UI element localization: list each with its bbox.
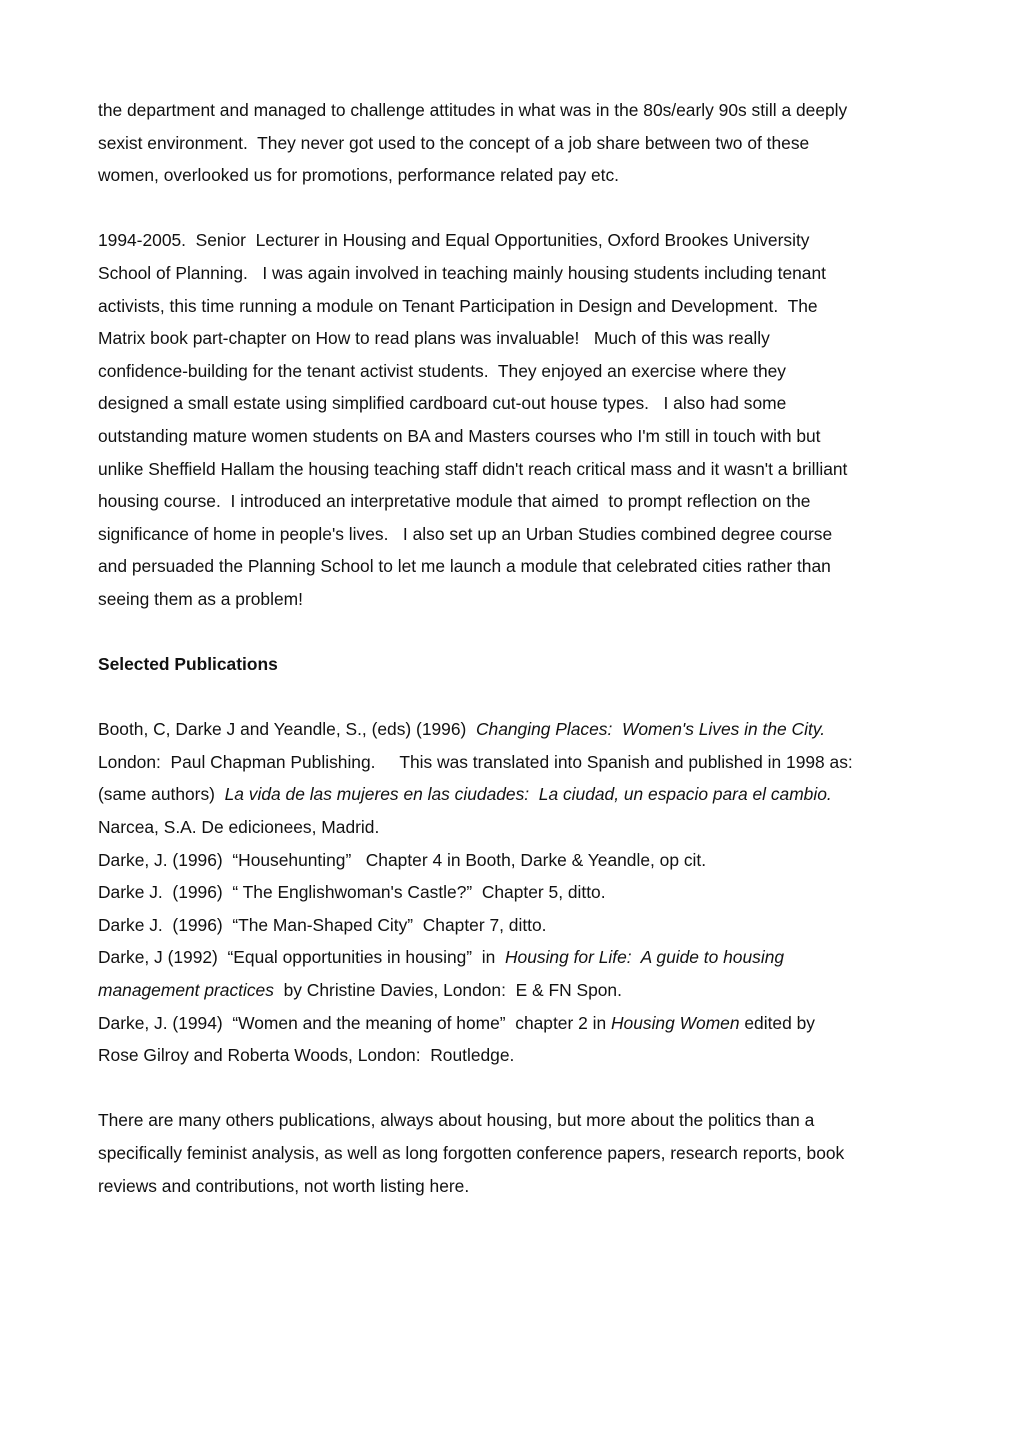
publication-man-shaped-city: Darke J. (1996) “The Man-Shaped City” Chapter 7, ditto. xyxy=(98,914,547,935)
paragraph-line: the department and managed to challenge attitudes in what was in the 80s/early 90s still a deeply xyxy=(98,100,848,120)
publication-title: Housing for Life: A guide to housing xyxy=(504,947,785,968)
spacer xyxy=(98,1072,938,1105)
publications-list xyxy=(98,713,938,1072)
paragraph-line: sexist environment. They never got used to the concept of a job share between two of these xyxy=(98,132,810,153)
paragraph-line: Matrix book part-chapter on How to read plans was invaluable! Much of this was really xyxy=(98,328,770,349)
paragraph-line: designed a small estate using simplified cardboard cut-out house types. I also had some xyxy=(98,393,787,414)
publication-authors: Booth, C, Darke J and Yeandle, S., (eds) (1996) xyxy=(98,719,476,740)
publication-booth-line-2: London: Paul Chapman Publishing. This was translated into Spanish and published in 1998 as: xyxy=(98,751,853,772)
publication-equal-opportunities-line-1 xyxy=(98,941,938,974)
paragraph-line: and persuaded the Planning School to let me launch a module that celebrated cities rather than xyxy=(98,556,831,577)
publication-meaning-of-home-line-2: Rose Gilroy and Roberta Woods, London: Routledge. xyxy=(98,1045,515,1066)
publication-title: management practices xyxy=(98,980,274,1001)
spacer xyxy=(98,616,938,649)
spacer xyxy=(98,681,938,714)
paragraph-line: housing course. I introduced an interpretative module that aimed to prompt reflection on the xyxy=(98,491,811,512)
paragraph-line: unlike Sheffield Hallam the housing teaching staff didn't reach critical mass and it wasn't a brilliant xyxy=(98,458,848,479)
publication-booth-line-3 xyxy=(98,778,938,811)
publication-authors: Darke, J. (1994) “Women and the meaning of home” chapter 2 in xyxy=(98,1012,611,1033)
paragraph-line: significance of home in people's lives. I also set up an Urban Studies combined degree course xyxy=(98,523,833,544)
document-page xyxy=(98,94,938,1202)
publication-title: Changing Places: Women's Lives in the City. xyxy=(475,719,826,740)
paragraph-line: There are many others publications, always about housing, but more about the politics than a xyxy=(98,1110,815,1131)
publication-househunting: Darke, J. (1996) “Househunting” Chapter 4 in Booth, Darke & Yeandle, op cit. xyxy=(98,849,707,870)
brookes-paragraph xyxy=(98,224,938,615)
publication-authors: Darke, J (1992) “Equal opportunities in housing” in xyxy=(98,947,505,968)
publication-title: Housing Women xyxy=(610,1012,740,1033)
paragraph-line: School of Planning. I was again involved in teaching mainly housing students including tenant xyxy=(98,262,826,283)
closing-paragraph xyxy=(98,1104,938,1202)
publication-englishwomans-castle: Darke J. (1996) “ The Englishwoman's Castle?” Chapter 5, ditto. xyxy=(98,882,606,903)
spacer xyxy=(98,192,938,225)
publication-booth-line-4: Narcea, S.A. De edicionees, Madrid. xyxy=(98,817,380,838)
paragraph-line: reviews and contributions, not worth listing here. xyxy=(98,1175,470,1196)
publication-details: edited by xyxy=(739,1012,815,1033)
publication-meaning-of-home-line-1 xyxy=(98,1007,938,1040)
publication-authors: (same authors) xyxy=(98,784,225,805)
publication-title: La vida de las mujeres en las ciudades: La ciudad, un espacio para el cambio. xyxy=(224,784,832,805)
publication-equal-opportunities-line-2 xyxy=(98,974,938,1007)
publications-heading: Selected Publications xyxy=(98,654,278,675)
intro-paragraph xyxy=(98,94,938,192)
paragraph-line: 1994-2005. Senior Lecturer in Housing and Equal Opportunities, Oxford Brookes University xyxy=(98,230,810,251)
paragraph-line: activists, this time running a module on Tenant Participation in Design and Development. The xyxy=(98,295,818,316)
paragraph-line: seeing them as a problem! xyxy=(98,588,303,609)
paragraph-line: specifically feminist analysis, as well as long forgotten conference papers, research reports, book xyxy=(98,1143,845,1163)
paragraph-line: women, overlooked us for promotions, performance related pay etc. xyxy=(98,165,620,186)
paragraph-line: outstanding mature women students on BA and Masters courses who I'm still in touch with but xyxy=(98,425,821,446)
paragraph-line: confidence-building for the tenant activist students. They enjoyed an exercise where they xyxy=(98,360,786,381)
publication-details: by Christine Davies, London: E & FN Spon. xyxy=(273,980,622,1001)
publication-booth-line-1 xyxy=(98,713,938,746)
